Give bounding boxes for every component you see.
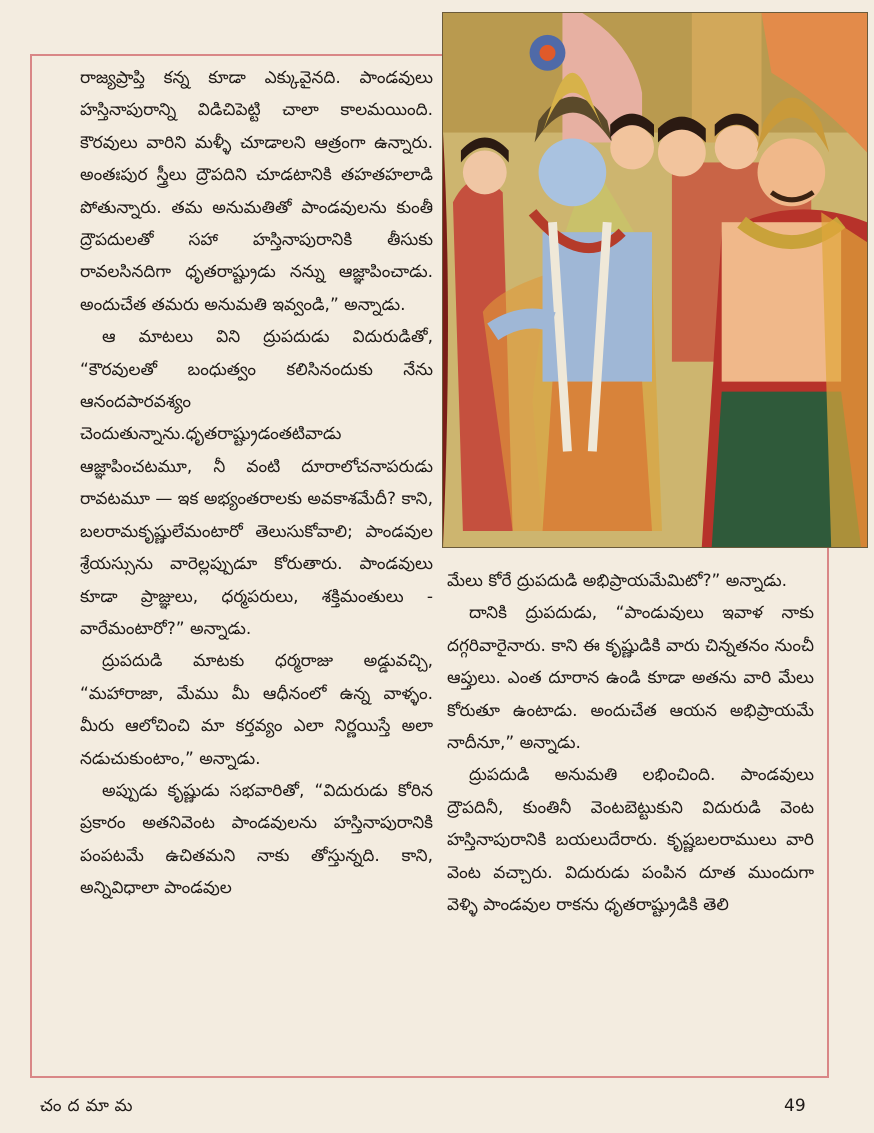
paragraph: అప్పుడు కృష్ణుడు సభవారితో, “విదురుడు కోరిన ప్రకారం అతనివెంట పాండవులను హస్తినాపురానికి పంపటమే ఉచితమని నాకు తోస్తున్నది. కాని, అన్నివిధాలా పాండవుల <box>80 780 433 899</box>
paragraph: మేలు కోరే ద్రుపదుడి అభిప్రాయమేమిటో?” అన్నాడు. <box>447 571 788 591</box>
story-illustration <box>442 12 868 548</box>
paragraph: ద్రుపదుడి అనుమతి లభించింది. పాండవులు ద్రౌపదినీ, కుంతినీ వెంటబెట్టుకుని విదురుడి వెంట హస్తినాపురానికి బయలుదేరారు. కృష్ణబలరాములు వారి వెంట వచ్చారు. విదురుడు పంపిన దూత ముందుగా వెళ్ళి పాండవుల రాకను ధృతరాష్ట్రుడికి తెలి <box>447 765 814 916</box>
magazine-name: చందమామ <box>40 1096 139 1116</box>
paragraph: ద్రుపదుడి మాటకు ధర్మరాజు అడ్డువచ్చి, “మహారాజా, మేము మీ ఆధీనంలో ఉన్న వాళ్ళం. మీరు ఆలోచించి మా కర్తవ్యం ఎలా నిర్ణయిస్తే అలా నడుచుకుంటాం,” అన్నాడు. <box>80 651 433 769</box>
paragraph: దానికి ద్రుపదుడు, “పాండువులు ఇవాళ నాకు దగ్గరివారైనారు. కాని ఈ కృష్ణుడికి వారు చిన్నతనం నుంచీ ఆప్తులు. ఎంత దూరాన ఉండి కూడా అతను వారి మేలు కోరుతూ ఉంటాడు. అందుచేత ఆయన అభిప్రాయమే నాదీనూ,” అన్నాడు. <box>447 603 814 754</box>
right-text-column <box>447 565 814 921</box>
paragraph: ఆ మాటలు విని ద్రుపదుడు విదురుడితో, “కౌరవులతో బంధుత్వం కలిసినందుకు నేను ఆనందపారవశ్యం చెందుతున్నాను.ధృతరాష్ట్రుడంతటివాడు ఆజ్ఞాపించటమూ, నీ వంటి దూరాలోచనాపరుడు రావటమూ — ఇక అభ్యంతరాలకు అవకాశమేదీ? కాని, బలరామకృష్ణులేమంటారో తెలుసుకోవాలి; పాండవుల శ్రేయస్సును వారెల్లప్పుడూ కోరుతారు. పాండవులు కూడా ప్రాజ్ఞులు, ధర్మపరులు, శక్తిమంతులు - వారేమంటారో?” అన్నాడు. <box>80 327 433 639</box>
paragraph: రాజ్యప్రాప్తి కన్న కూడా ఎక్కువైనది. పాండవులు హస్తినాపురాన్ని విడిచిపెట్టి చాలా కాలమయింది. కౌరవులు వారిని మళ్ళీ చూడాలని ఆత్రంగా ఉన్నారు. అంతఃపుర స్త్రీలు ద్రౌపదిని చూడటానికి తహతహలాడి పోతున్నారు. తమ అనుమతితో పాండవులను కుంతీ ద్రౌపదులతో సహా హస్తినాపురానికి తీసుకు రావలసినదిగా ధృతరాష్ట్రుడు నన్ను ఆజ్ఞాపించాడు. అందుచేత తమరు అనుమతి ఇవ్వండి,” అన్నాడు. <box>80 68 433 315</box>
left-text-column <box>80 62 433 905</box>
page-number: 49 <box>784 1096 806 1116</box>
